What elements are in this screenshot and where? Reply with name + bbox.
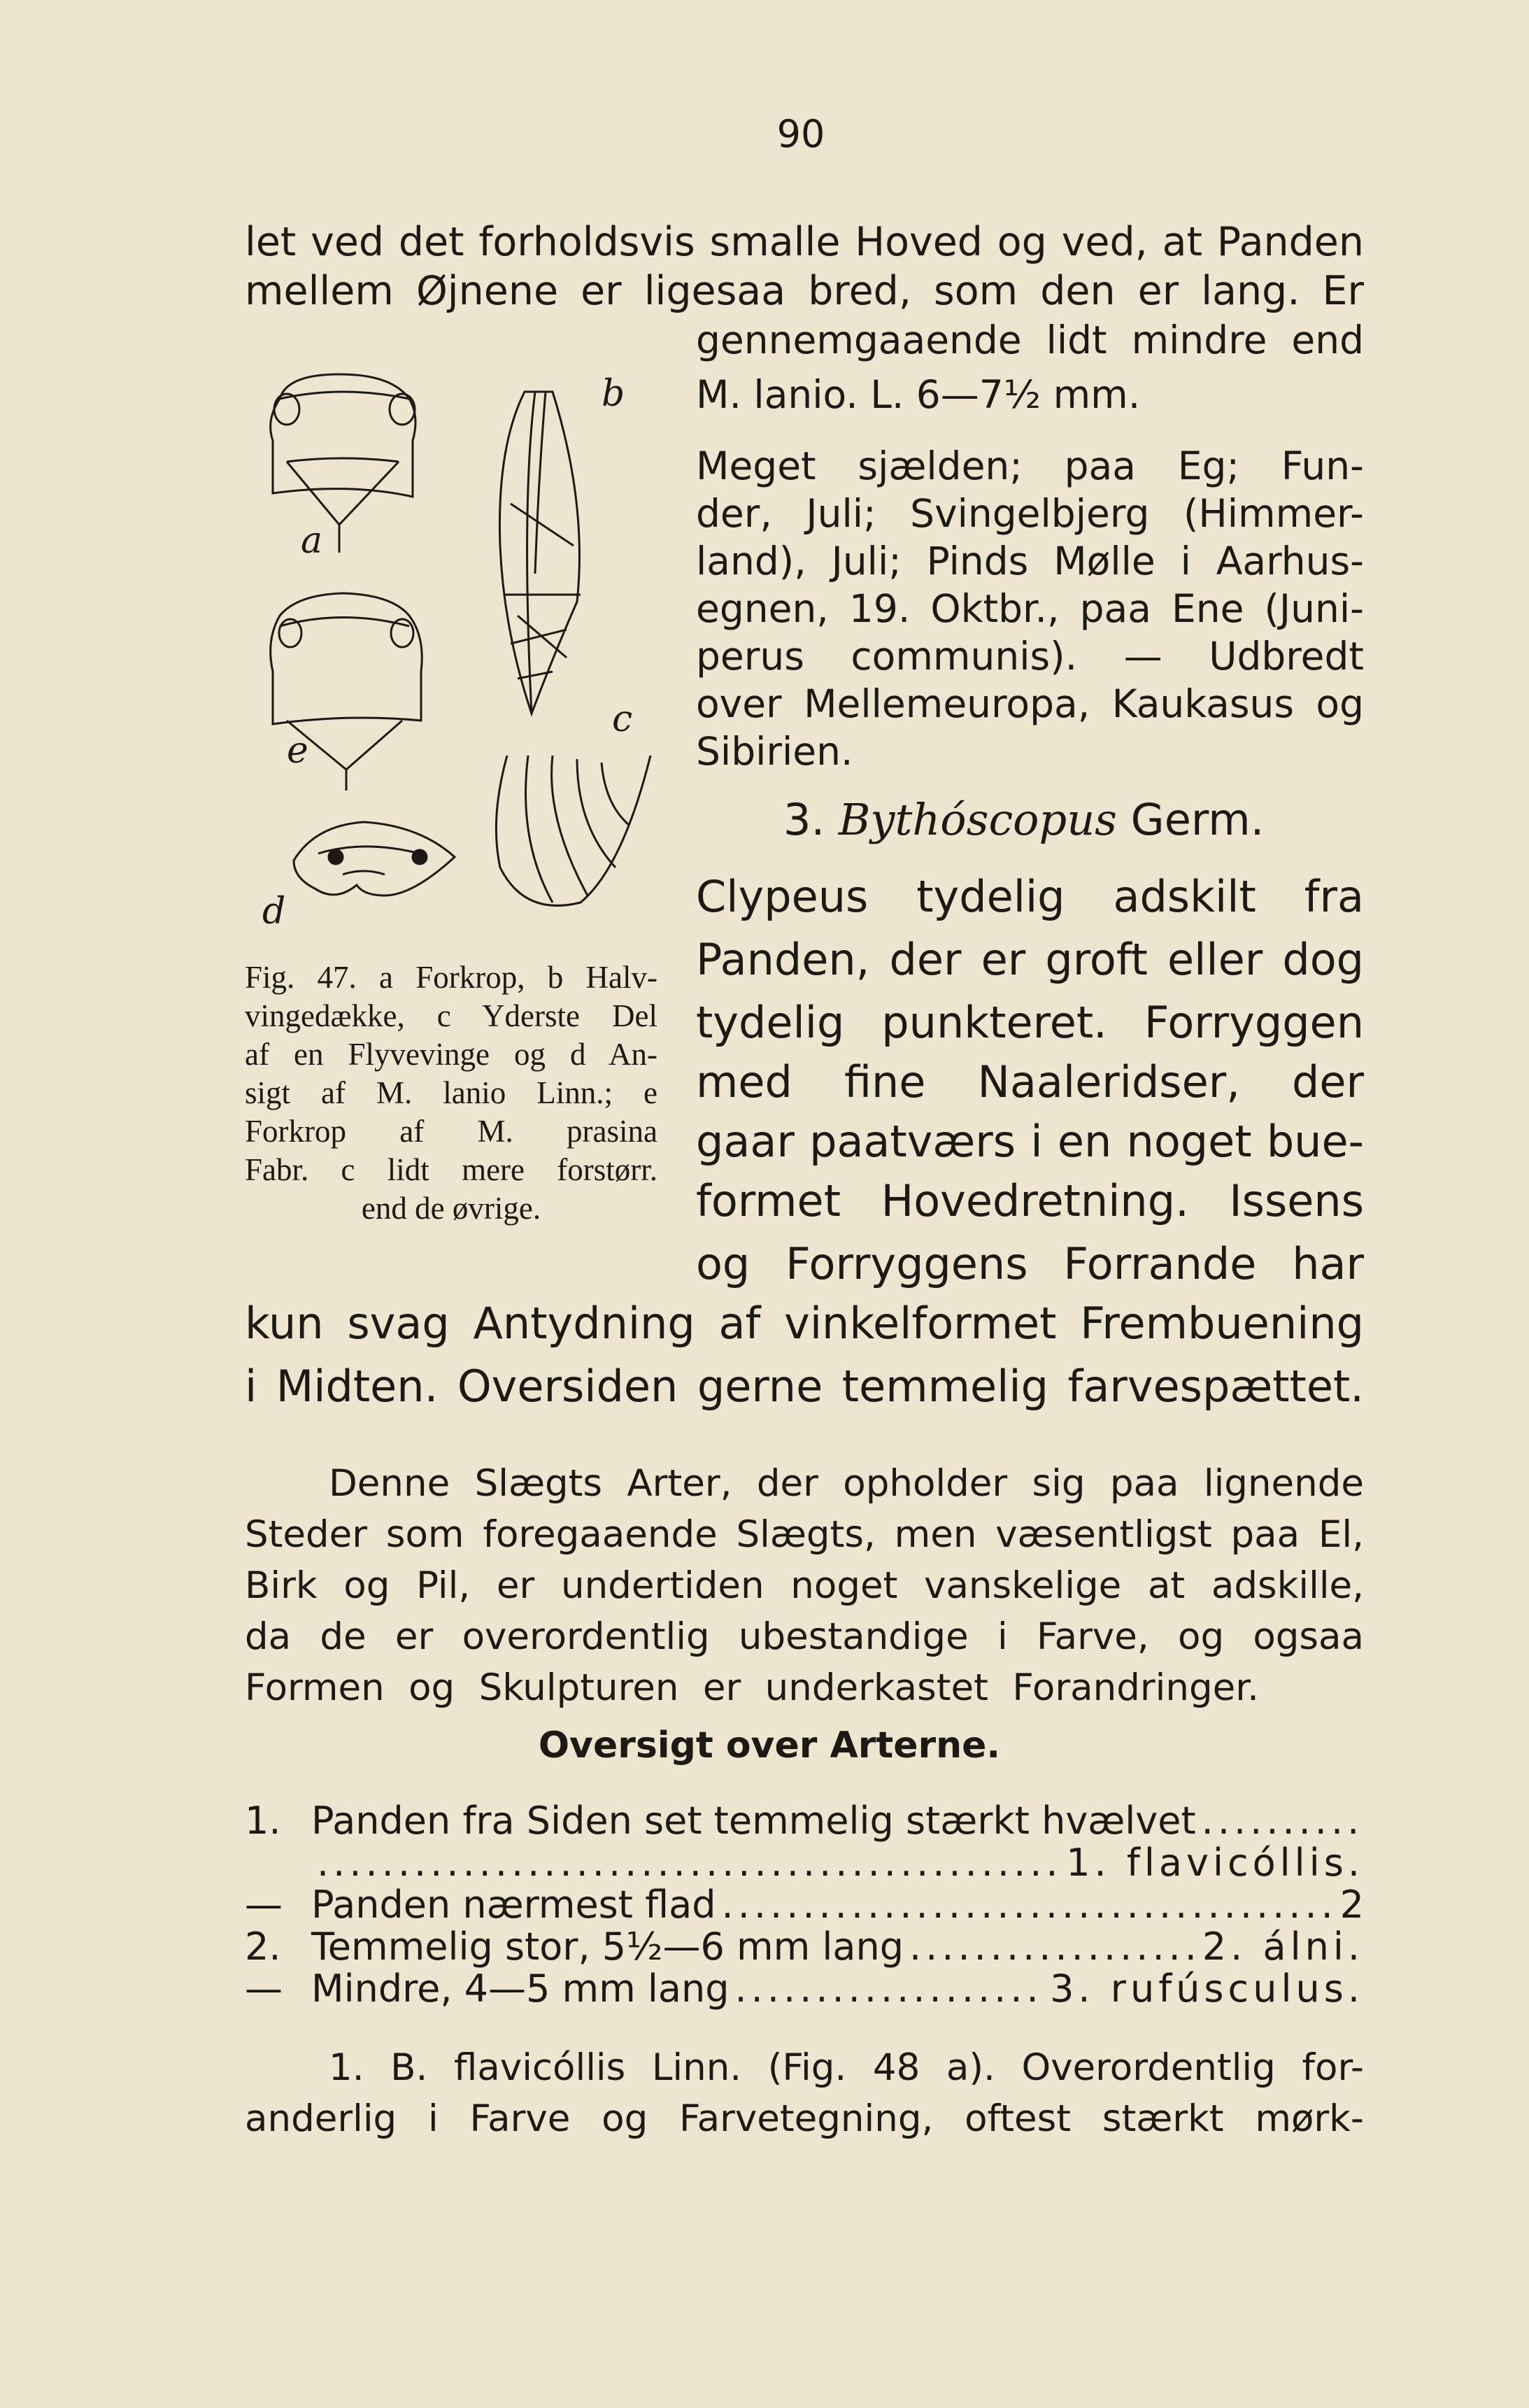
body-line: let ved det forholdsvis smalle Hoved og ved, at Panden (245, 219, 1364, 265)
key-text: Panden fra Siden set temmelig stærkt hvælvet (311, 1799, 1196, 1843)
key-result: 3. rufúsculus. (1050, 1967, 1364, 2011)
body-line: i Midten. Oversiden gerne temmelig farvespættet. (245, 1361, 1364, 1412)
key-leader-dots (317, 1840, 1060, 1886)
figure-label-d: d (262, 891, 286, 933)
figure-label-c: c (612, 698, 633, 740)
key-text: Temmelig stor, 5½—6 mm lang (311, 1925, 904, 1969)
key-row (245, 1882, 1364, 1928)
habitat-line: over Mellemeuropa, Kaukasus og (696, 681, 1364, 726)
figure-caption-line: sigt af M. lanio Linn.; e (245, 1075, 657, 1110)
figure-part-d (294, 822, 455, 895)
figure-label-b: b (602, 373, 625, 415)
figure-caption-line: af en Flyvevinge og d An- (245, 1037, 657, 1072)
species-line: anderlig i Farve og Farvetegning, oftest stærkt mørk- (245, 2097, 1364, 2140)
body-line: kun svag Antydning af vinkelformet Frembuening (245, 1298, 1364, 1349)
key-row (245, 1966, 1364, 2012)
key-text: Panden nærmest flad (311, 1883, 716, 1927)
key-number: — (245, 1883, 283, 1927)
key-leader-dots (722, 1882, 1335, 1928)
key-row (245, 1798, 1364, 1844)
key-leader-dots (909, 1924, 1197, 1970)
genus-author: Germ. (1130, 794, 1265, 845)
paragraph-line: Birk og Pil, er undertiden noget vanskelige at adskille, (245, 1564, 1364, 1607)
habitat-line: perus communis). — Udbredt (696, 634, 1364, 679)
figure-caption-line: end de øvrige. (361, 1191, 541, 1226)
right-column-line: gennemgaaende lidt mindre end (696, 318, 1364, 362)
paragraph-line: Denne Slægts Arter, der opholder sig paa lignende (329, 1462, 1364, 1505)
key-number: 2. (245, 1925, 281, 1969)
key-number: 1. (245, 1799, 281, 1843)
key-row (245, 1924, 1364, 1970)
figure-label-a: a (301, 520, 323, 562)
key-number: — (245, 1967, 283, 2011)
figure-caption-line: Fabr. c lidt mere forstørr. (245, 1152, 657, 1187)
habitat-line: egnen, 19. Oktbr., paa Ene (Juni- (696, 586, 1364, 631)
key-result: 2 (1339, 1883, 1364, 1927)
key-result: 1. flavicóllis. (1066, 1841, 1364, 1885)
page-number: 90 (776, 112, 825, 156)
habitat-line: der, Juli; Svingelbjerg (Himmer- (696, 491, 1364, 536)
figure-caption-line: Fig. 47. a Forkrop, b Halv- (245, 960, 657, 995)
paragraph-line: Formen og Skulpturen er underkastet Forandringer. (245, 1666, 1259, 1709)
genus-line: formet Hovedretning. Issens (696, 1175, 1364, 1226)
genus-number: 3. (783, 794, 825, 845)
species-line: 1. B. flavicóllis Linn. (Fig. 48 a). Overordentlig for- (329, 2046, 1364, 2089)
key-title: Oversigt over Arterne. (538, 1724, 1001, 1766)
key-text: Mindre, 4—5 mm lang (311, 1967, 730, 2011)
figure-label-e: e (287, 730, 308, 772)
figure-caption-line: vingedække, c Yderste Del (245, 998, 657, 1033)
key-row (245, 1840, 1364, 1886)
habitat-line: Sibirien. (696, 729, 853, 774)
key-leader-dots (1202, 1798, 1358, 1844)
genus-line: Clypeus tydelig adskilt fra (696, 871, 1364, 922)
genus-heading (783, 794, 1264, 845)
body-line: mellem Øjnene er ligesaa bred, som den er lang. Er (245, 268, 1364, 314)
figure-part-c (496, 756, 650, 905)
habitat-line: land), Juli; Pinds Mølle i Aarhus- (696, 539, 1364, 583)
genus-line: tydelig punkteret. Forryggen (696, 997, 1364, 1048)
paragraph-line: da de er overordentlig ubestandige i Farve, og ogsaa (245, 1615, 1364, 1658)
right-column-line: M. lanio. L. 6—7½ mm. (696, 372, 1141, 417)
figure-part-b (499, 392, 581, 714)
key-leader-dots (735, 1966, 1045, 2012)
genus-line: med fine Naaleridser, der (696, 1056, 1364, 1107)
genus-line: Panden, der er groft eller dog (696, 934, 1364, 985)
habitat-line: Meget sjælden; paa Eg; Fun- (696, 444, 1364, 488)
key-result: 2. álni. (1202, 1925, 1364, 1969)
genus-line: gaar paatværs i en noget bue- (696, 1116, 1364, 1167)
insect-figure (259, 364, 664, 951)
figure-part-a (271, 374, 415, 553)
paragraph-line: Steder som foregaaende Slægts, men væsentligst paa El, (245, 1513, 1364, 1556)
figure-caption-line: Forkrop af M. prasina (245, 1114, 657, 1149)
genus-line: og Forryggens Forrande har (696, 1238, 1364, 1289)
genus-name: Bythóscopus (838, 794, 1117, 845)
